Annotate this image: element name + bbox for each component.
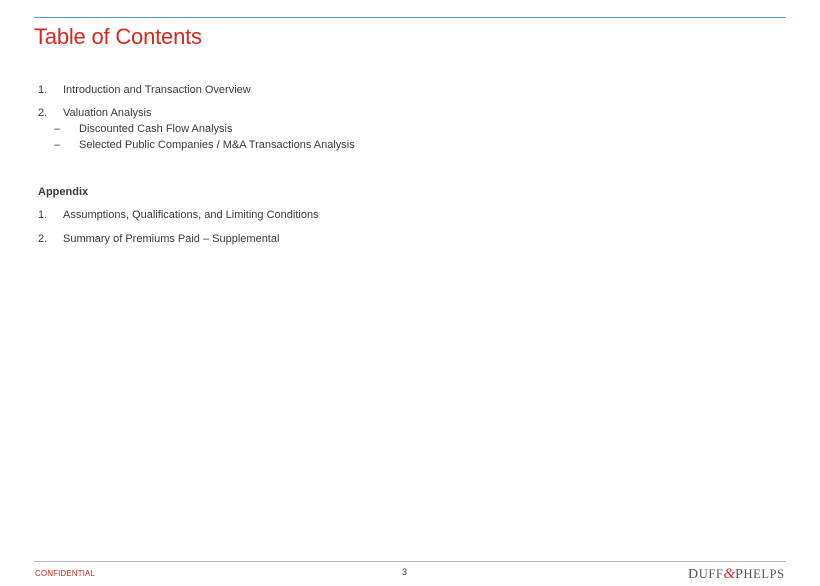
toc-item-label: Valuation Analysis: [63, 107, 152, 119]
toc-subitem-label: Discounted Cash Flow Analysis: [79, 123, 233, 135]
confidential-label: CONFIDENTIAL: [35, 569, 95, 578]
toc-subitem-dash: –: [54, 123, 61, 135]
toc-item-number: 2.: [38, 233, 48, 245]
page-number: 3: [402, 567, 408, 577]
toc-item-number: 1.: [38, 84, 48, 96]
duff-phelps-logo: DUFF&PHELPS: [688, 566, 785, 582]
appendix-heading: Appendix: [38, 186, 89, 198]
toc-subitem-dash: –: [54, 139, 61, 151]
toc-item-label: Summary of Premiums Paid – Supplemental: [63, 233, 280, 245]
toc-item-number: 1.: [38, 209, 48, 221]
top-rule: [34, 17, 786, 18]
page-title: Table of Contents: [34, 24, 202, 49]
bottom-rule: [34, 561, 786, 562]
toc-subitem-label: Selected Public Companies / M&A Transactions Analysis: [79, 139, 355, 151]
toc-item-label: Introduction and Transaction Overview: [63, 84, 251, 96]
toc-item-number: 2.: [38, 107, 48, 119]
toc-item-label: Assumptions, Qualifications, and Limiting Conditions: [63, 209, 319, 221]
